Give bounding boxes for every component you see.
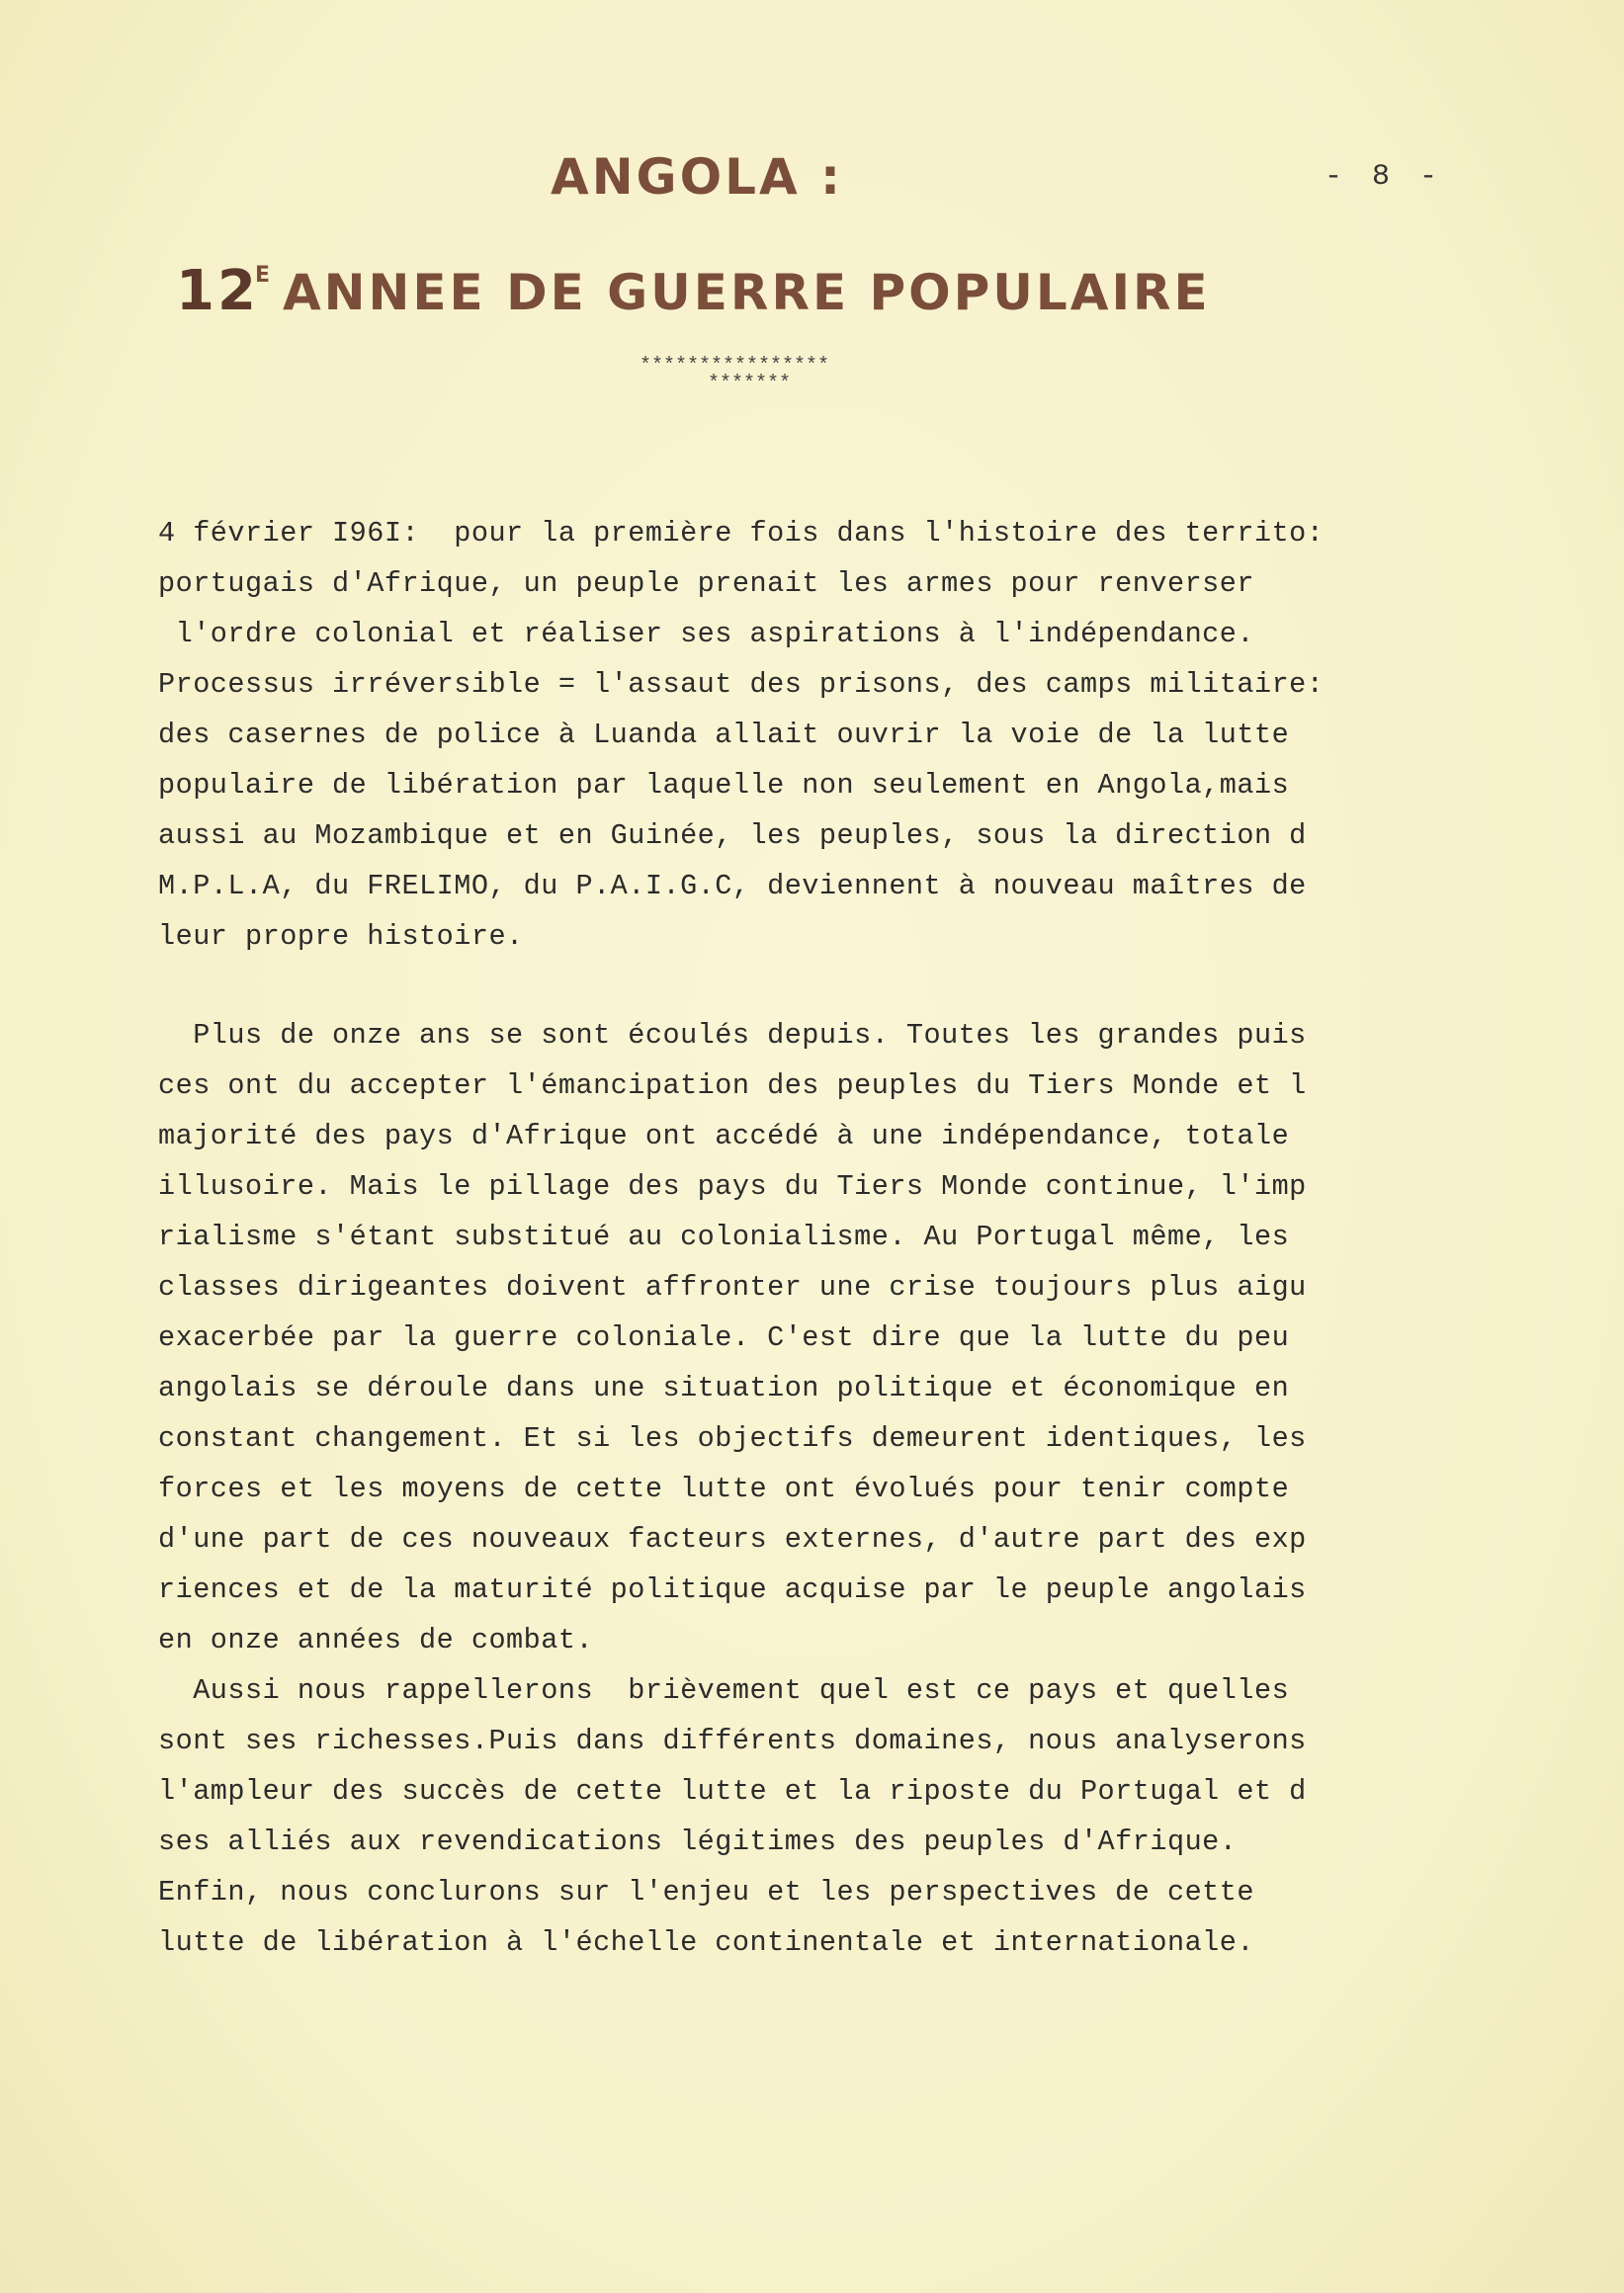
- text-line: angolais se déroule dans une situation politique et économique en: [158, 1372, 1290, 1404]
- text-line: rialisme s'étant substitué au colonialisme. Au Portugal même, les: [158, 1221, 1290, 1253]
- main-title: [176, 259, 1211, 323]
- text-line: ces ont du accepter l'émancipation des peuples du Tiers Monde et l: [158, 1069, 1307, 1102]
- paragraph-1: [158, 508, 1601, 962]
- text-line: riences et de la maturité politique acquise par le peuple angolais: [158, 1573, 1307, 1606]
- paragraph-gap: [158, 962, 1601, 1010]
- text-line: leur propre histoire.: [158, 920, 524, 953]
- text-line: l'ampleur des succès de cette lutte et la riposte du Portugal et d: [158, 1775, 1307, 1808]
- text-line: d'une part de ces nouveaux facteurs externes, d'autre part des exp: [158, 1523, 1307, 1556]
- text-line: ses alliés aux revendications légitimes des peuples d'Afrique.: [158, 1826, 1238, 1858]
- text-line: M.P.L.A, du FRELIMO, du P.A.I.G.C, deviennent à nouveau maîtres de: [158, 870, 1307, 902]
- text-line: Plus de onze ans se sont écoulés depuis. Toutes les grandes puis: [158, 1019, 1307, 1052]
- heading-angola: ANGOLA :: [551, 148, 844, 206]
- stars-row-1: ****************: [639, 355, 830, 378]
- text-line: Aussi nous rappellerons brièvement quel est ce pays et quelles: [158, 1674, 1290, 1707]
- text-line: classes dirigeantes doivent affronter une crise toujours plus aigu: [158, 1271, 1307, 1304]
- body-text: [158, 508, 1601, 1968]
- main-title-number: 12: [176, 259, 259, 323]
- stars-row-2: *******: [707, 373, 791, 395]
- text-line: exacerbée par la guerre coloniale. C'est dire que la lutte du peu: [158, 1321, 1290, 1354]
- text-line: constant changement. Et si les objectifs demeurent identiques, les: [158, 1422, 1307, 1455]
- stars-divider: [611, 355, 858, 395]
- text-line: des casernes de police à Luanda allait ouvrir la voie de la lutte: [158, 719, 1290, 751]
- text-line: l'ordre colonial et réaliser ses aspirations à l'indépendance.: [158, 618, 1254, 650]
- text-line: populaire de libération par laquelle non seulement en Angola,mais: [158, 769, 1290, 802]
- text-line: majorité des pays d'Afrique ont accédé à une indépendance, totale: [158, 1120, 1290, 1152]
- text-line: en onze années de combat.: [158, 1624, 594, 1656]
- text-line: aussi au Mozambique et en Guinée, les peuples, sous la direction d: [158, 819, 1307, 852]
- text-line: Enfin, nous conclurons sur l'enjeu et les perspectives de cette: [158, 1876, 1254, 1909]
- main-title-superscript: E: [254, 263, 273, 288]
- text-line: illusoire. Mais le pillage des pays du Tiers Monde continue, l'imp: [158, 1170, 1307, 1203]
- paragraph-2: [158, 1010, 1601, 1968]
- text-line: forces et les moyens de cette lutte ont évolués pour tenir compte: [158, 1473, 1290, 1505]
- text-line: portugais d'Afrique, un peuple prenait les armes pour renverser: [158, 567, 1254, 600]
- text-line: sont ses richesses.Puis dans différents domaines, nous analyserons: [158, 1725, 1307, 1757]
- text-line: lutte de libération à l'échelle continentale et internationale.: [158, 1926, 1254, 1959]
- main-title-text: ANNEE DE GUERRE POPULAIRE: [282, 264, 1211, 321]
- text-line: 4 février I96I: pour la première fois dans l'histoire des territo:: [158, 517, 1325, 550]
- text-line: Processus irréversible = l'assaut des prisons, des camps militaire:: [158, 668, 1325, 701]
- page-number: - 8 -: [1325, 160, 1444, 194]
